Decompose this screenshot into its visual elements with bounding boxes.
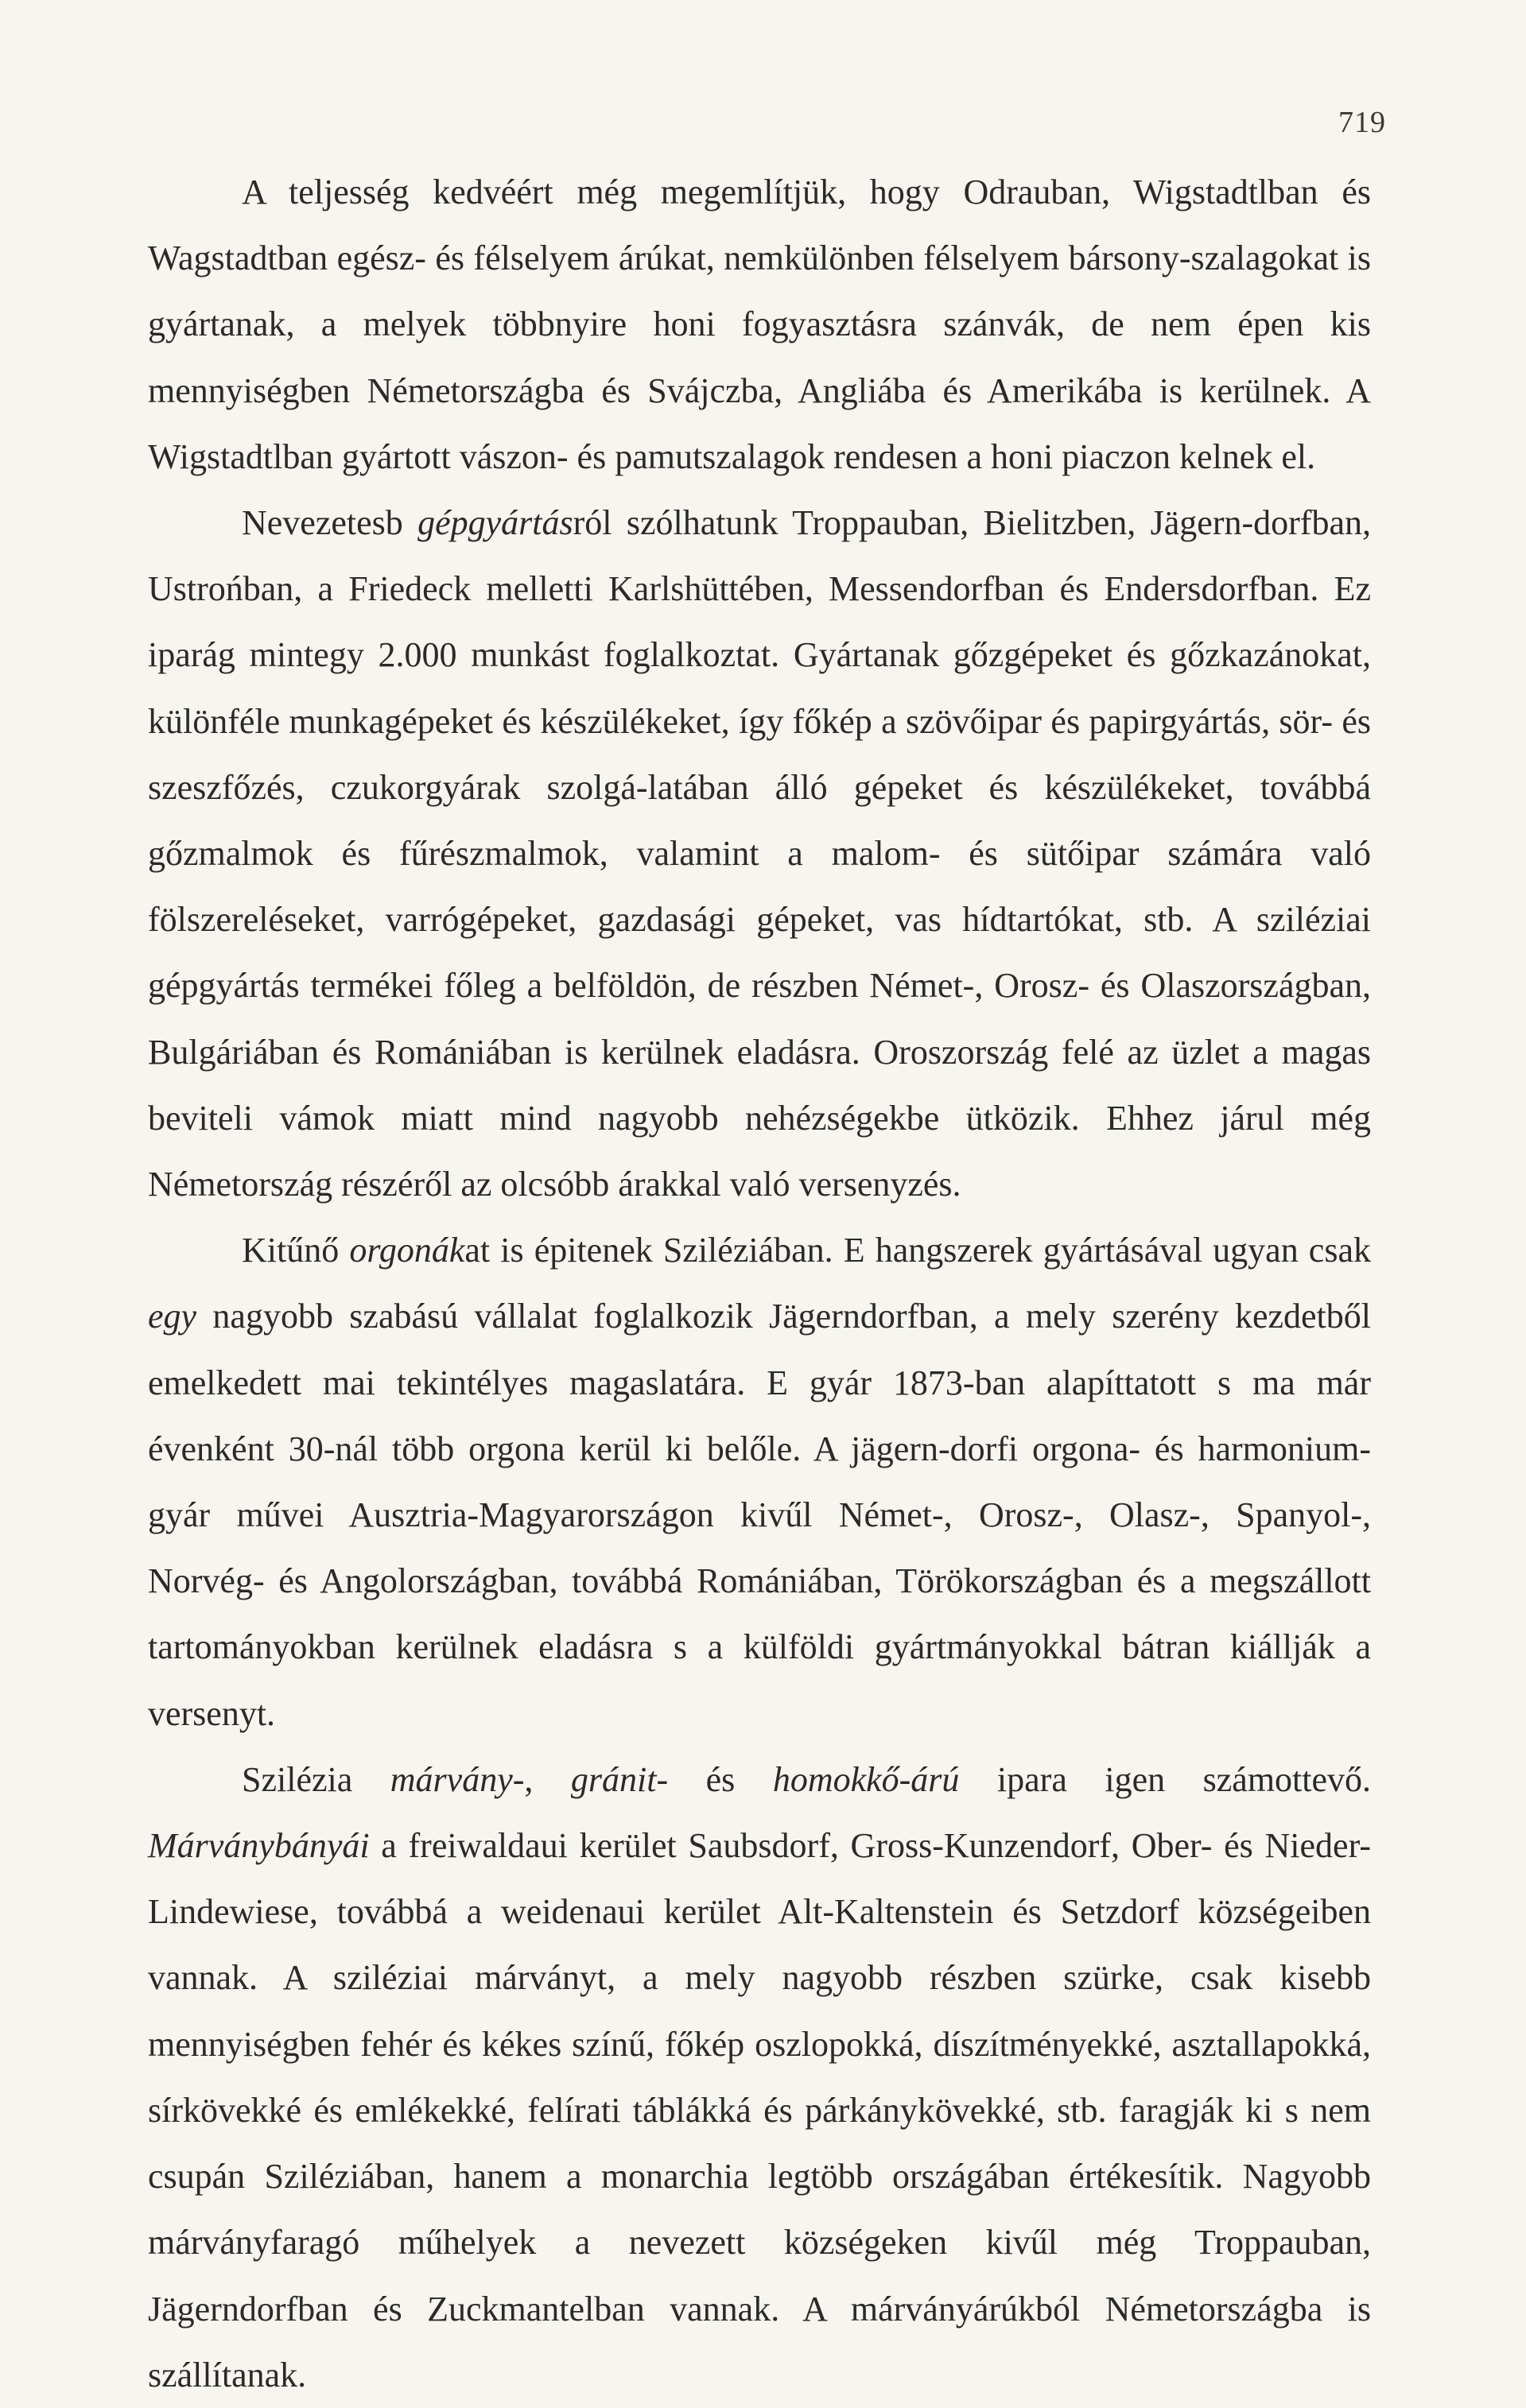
- italic-term: egy: [148, 1297, 197, 1336]
- italic-term: homokkő-árú: [772, 1759, 960, 1799]
- text-segment: nagyobb szabású vállalat foglalkozik Jägerndorfban, a mely szerény kezdetből emelkedett mai tekintélyes magaslatára. E gyár 1873-ban alapíttatott s ma már évenként 30-nál több orgona kerül ki belőle. A jägern-dorfi orgona- és harmonium-gyár művei Ausztria-Magyarországon kivűl Német-, Orosz-, Olasz-, Spanyol-, Norvég- és Angolországban, továbbá Romániában, Törökországban és a megszállott tartományokban kerülnek eladásra s a külföldi gyártmányokkal bátran kiállják a versenyt.: [148, 1297, 1371, 1733]
- text-segment: és: [668, 1759, 773, 1799]
- text-segment: ,: [524, 1759, 571, 1799]
- text-segment: Szilézia: [242, 1759, 390, 1799]
- italic-term: gépgyártás: [417, 503, 573, 543]
- text-segment: ról szólhatunk Troppauban, Bielitzben, Jägern-dorfban, Ustrońban, a Friedeck melletti Karlshüttében, Messendorfban és Endersdorfban. Ez iparág mintegy 2.000 munkást foglalkoztat. Gyártanak gőzgépeket és gőzkazánokat, különféle munkagépeket és készülékeket, így főkép a szövőipar és papirgyártás, sör- és szeszfőzés, czukorgyárak szolgá-latában álló gépeket és készülékeket, továbbá gőzmalmok és fűrészmalmok, valamint a malom- és sütőipar számára való fölszereléseket, varrógépeket, gazdasági gépeket, vas hídtartókat, stb. A sziléziai gépgyártás termékei főleg a belföldön, de részben Német-, Orosz- és Olaszországban, Bulgáriában és Romániában is kerülnek eladásra. Oroszország felé az üzlet a magas beviteli vámok miatt mind nagyobb nehézségekbe ütközik. Ehhez járul még Németország részéről az olcsóbb árakkal való versenyzés.: [148, 503, 1371, 1204]
- text-segment: Kitűnő: [242, 1231, 350, 1270]
- italic-term: orgonák: [349, 1231, 465, 1270]
- body-text: [148, 159, 1371, 2408]
- text-segment: A teljesség kedvéért még megemlítjük, hogy Odrauban, Wigstadtlban és Wagstadtban egész- és félselyem árúkat, nemkülönben félselyem bársony-szalagokat is gyártanak, a melyek többnyire honi fogyasztásra szánvák, de nem épen kis mennyiségben Németországba és Svájczba, Angliába és Amerikába is kerülnek. A Wigstadtlban gyártott vászon- és pamutszalagok rendesen a honi piaczon kelnek el.: [148, 173, 1371, 476]
- italic-term: Márványbányái: [148, 1826, 370, 1866]
- text-segment: ipara igen számottevő.: [959, 1759, 1372, 1799]
- text-segment: Nevezetesb: [242, 503, 418, 543]
- italic-term: gránit-: [570, 1759, 669, 1799]
- paragraph-marble-granite: [148, 1747, 1371, 2408]
- text-segment: at is épitenek Sziléziában. E hangszerek gyártásával ugyan csak: [464, 1231, 1371, 1270]
- paragraph-organs: [148, 1217, 1371, 1747]
- page-number: 719: [1338, 106, 1386, 139]
- paragraph-machine-manufacturing: [148, 490, 1371, 1217]
- paragraph-textiles: [148, 159, 1371, 490]
- italic-term: márvány-: [390, 1759, 525, 1799]
- text-segment: a freiwaldaui kerület Saubsdorf, Gross-Kunzendorf, Ober- és Nieder-Lindewiese, továbbá a weidenaui kerület Alt-Kaltenstein és Setzdorf községeiben vannak. A sziléziai márványt, a mely nagyobb részben szürke, csak kisebb mennyiségben fehér és kékes színű, főkép oszlopokká, díszítményekké, asztallapokká, sírkövekké és emlékekké, felírati táblákká és párkánykövekké, stb. faragják ki s nem csupán Sziléziában, hanem a monarchia legtöbb országában értékesítik. Nagyobb márványfaragó műhelyek a nevezett községeken kivűl még Troppauban, Jägerndorfban és Zuckmantelban vannak. A márványárúkból Németországba is szállítanak.: [148, 1826, 1371, 2394]
